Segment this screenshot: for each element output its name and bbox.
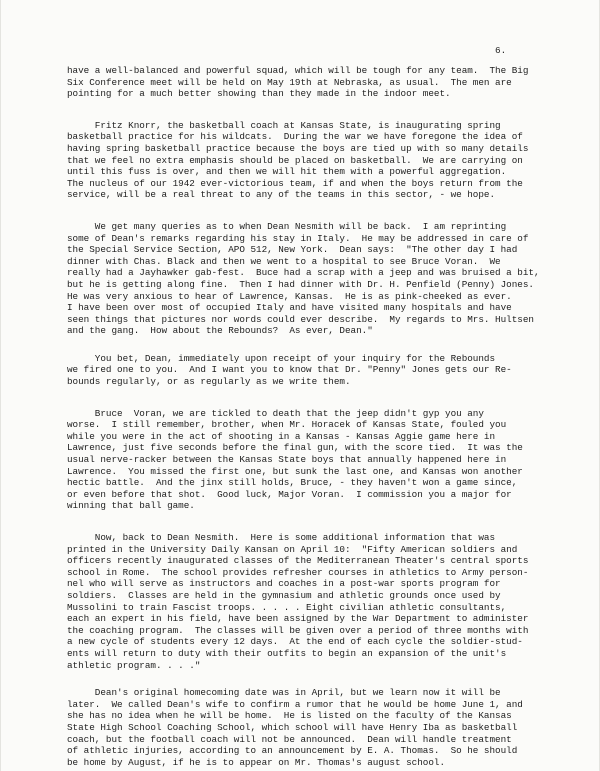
text-line: hectic battle. And the jinx still holds, Bruce, - they haven't won a game since, xyxy=(67,477,518,489)
text-line: He was very anxious to hear of Lawrence, Kansas. He is as pink-cheeked as ever. xyxy=(67,290,512,302)
text-line: Dean's original homecoming date was in April, but we learn now it will be xyxy=(67,687,501,699)
text-line: have a well-balanced and powerful squad, which will be tough for any team. The Big xyxy=(67,65,529,76)
paragraph-bruce-voran xyxy=(67,408,567,512)
text-line: nel who will serve as instructors and coaches in a post-war sports program for xyxy=(67,578,501,590)
paragraph-homecoming-date xyxy=(67,687,567,768)
text-line: I have been over most of occupied Italy and have visited many hospitals and have xyxy=(67,302,512,314)
text-line: Lawrence. You missed the first one, but sunk the last one, and Kansas won another xyxy=(67,465,523,477)
text-line: dinner with Chas. Black and then we went to a hospital to see Bruce Voran. We xyxy=(67,255,501,267)
text-line: officers recently inaugurated classes of the Mediterranean Theater's central sports xyxy=(67,555,529,567)
text-line: We get many queries as to when Dean Nesmith will be back. I am reprinting xyxy=(67,220,507,232)
text-line: be home by August, if he is to appear on Mr. Thomas's august school. xyxy=(67,756,446,768)
text-line: printed in the University Daily Kansan on April 10: "Fifty American soldiers and xyxy=(67,543,518,555)
text-line: soldiers. Classes are held in the gymnasium and athletic grounds once used by xyxy=(67,589,501,601)
text-line: a new cycle of students every 12 days. At the end of each cycle the soldier-stud- xyxy=(67,636,523,648)
text-line: winning that ball game. xyxy=(67,500,195,512)
text-line: Fritz Knorr, the basketball coach at Kansas State, is inaugurating spring xyxy=(67,119,501,131)
text-line: each an expert in his field, have been assigned by the War Department to administer xyxy=(67,613,529,625)
paragraph-reply-to-dean xyxy=(67,353,567,388)
text-line: the Special Service Section, APO 512, New York. Dean says: "The other day I had xyxy=(67,244,518,256)
text-line: usual nerve-racker between the Kansas State boys that annually happened here in xyxy=(67,454,507,466)
paragraph-dean-nesmith-letter xyxy=(67,221,567,337)
paragraph-fritz-knorr xyxy=(67,120,567,201)
page-number: 6. xyxy=(495,45,507,56)
text-line: The nucleus of our 1942 ever-victorious team, if and when the boys return from the xyxy=(67,177,523,189)
text-line: of athletic injuries, according to an announcement by E. A. Thomas. So he should xyxy=(67,745,518,757)
text-line: we fired one to you. And I want you to know that Dr. "Penny" Jones gets our Re- xyxy=(67,364,512,376)
text-line: later. We called Dean's wife to confirm a rumor that he would be home June 1, and xyxy=(67,698,523,710)
text-line: school in Rome. The school provides refresher courses in athletics to Army person- xyxy=(67,566,529,578)
text-line: coach, but the football coach will not be announced. Dean will handle treatment xyxy=(67,733,512,745)
text-line: really had a Jayhawker gab-fest. Buce had a scrap with a jeep and was bruised a bit, xyxy=(67,267,540,279)
text-line: Now, back to Dean Nesmith. Here is some additional information that was xyxy=(67,532,496,543)
paragraph-track-meet xyxy=(67,65,567,100)
text-line: until this fuss is over, and then we will hit them with a powerful aggregation. xyxy=(67,166,507,178)
text-line: or even before that shot. Good luck, Major Voran. I commission you a major for xyxy=(67,488,512,500)
text-line: she has no idea when he will be home. He is listed on the faculty of the Kansas xyxy=(67,710,512,722)
text-line: ents will return to duty with their outfits to begin an expansion of the unit's xyxy=(67,647,507,659)
text-line: You bet, Dean, immediately upon receipt of your inquiry for the Rebounds xyxy=(67,352,496,364)
document-body xyxy=(67,65,567,768)
text-line: worse. I still remember, brother, when Mr. Horacek of Kansas State, fouled you xyxy=(67,419,507,431)
text-line: Bruce Voran, we are tickled to death that the jeep didn't gyp you any xyxy=(67,407,484,419)
text-line: bounds regularly, or as regularly as we write them. xyxy=(67,376,351,388)
text-line: pointing for a much better showing than they made in the indoor meet. xyxy=(67,88,451,100)
text-line: but he is getting along fine. Then I had dinner with Dr. H. Penfield (Penny) Jones. xyxy=(67,278,534,290)
text-line: athletic program. . . ." xyxy=(67,659,201,671)
text-line: that we feel no extra emphasis should be placed on basketball. We are carrying on xyxy=(67,154,523,166)
paragraph-daily-kansan-quote xyxy=(67,532,567,671)
text-line: Lawrence, just five seconds before the final gun, with the score tied. It was the xyxy=(67,442,523,454)
text-line: and the gang. How about the Rebounds? As ever, Dean." xyxy=(67,325,373,337)
text-line: basketball practice for his wildcats. During the war we have foregone the idea of xyxy=(67,131,523,143)
text-line: service, will be a real threat to any of the teams in this sector, - we hope. xyxy=(67,189,496,201)
text-line: while you were in the act of shooting in a Kansas - Kansas Aggie game here in xyxy=(67,430,496,442)
text-line: some of Dean's remarks regarding his stay in Italy. He may be addressed in care of xyxy=(67,232,529,244)
text-line: seen things that pictures nor words could ever describe. My regards to Mrs. Hultsen xyxy=(67,313,534,325)
text-line: Mussolini to train Fascist troops. . . . . Eight civilian athletic consultants, xyxy=(67,601,507,613)
text-line: the coaching program. The classes will be given over a period of three months with xyxy=(67,624,529,636)
text-line: Six Conference meet will be held on May 19th at Nebraska, as usual. The men are xyxy=(67,76,512,88)
text-line: having spring basketball practice because the boys are tied up with so many details xyxy=(67,142,529,154)
text-line: State High School Coaching School, which school will have Henry Iba as basketball xyxy=(67,721,518,733)
